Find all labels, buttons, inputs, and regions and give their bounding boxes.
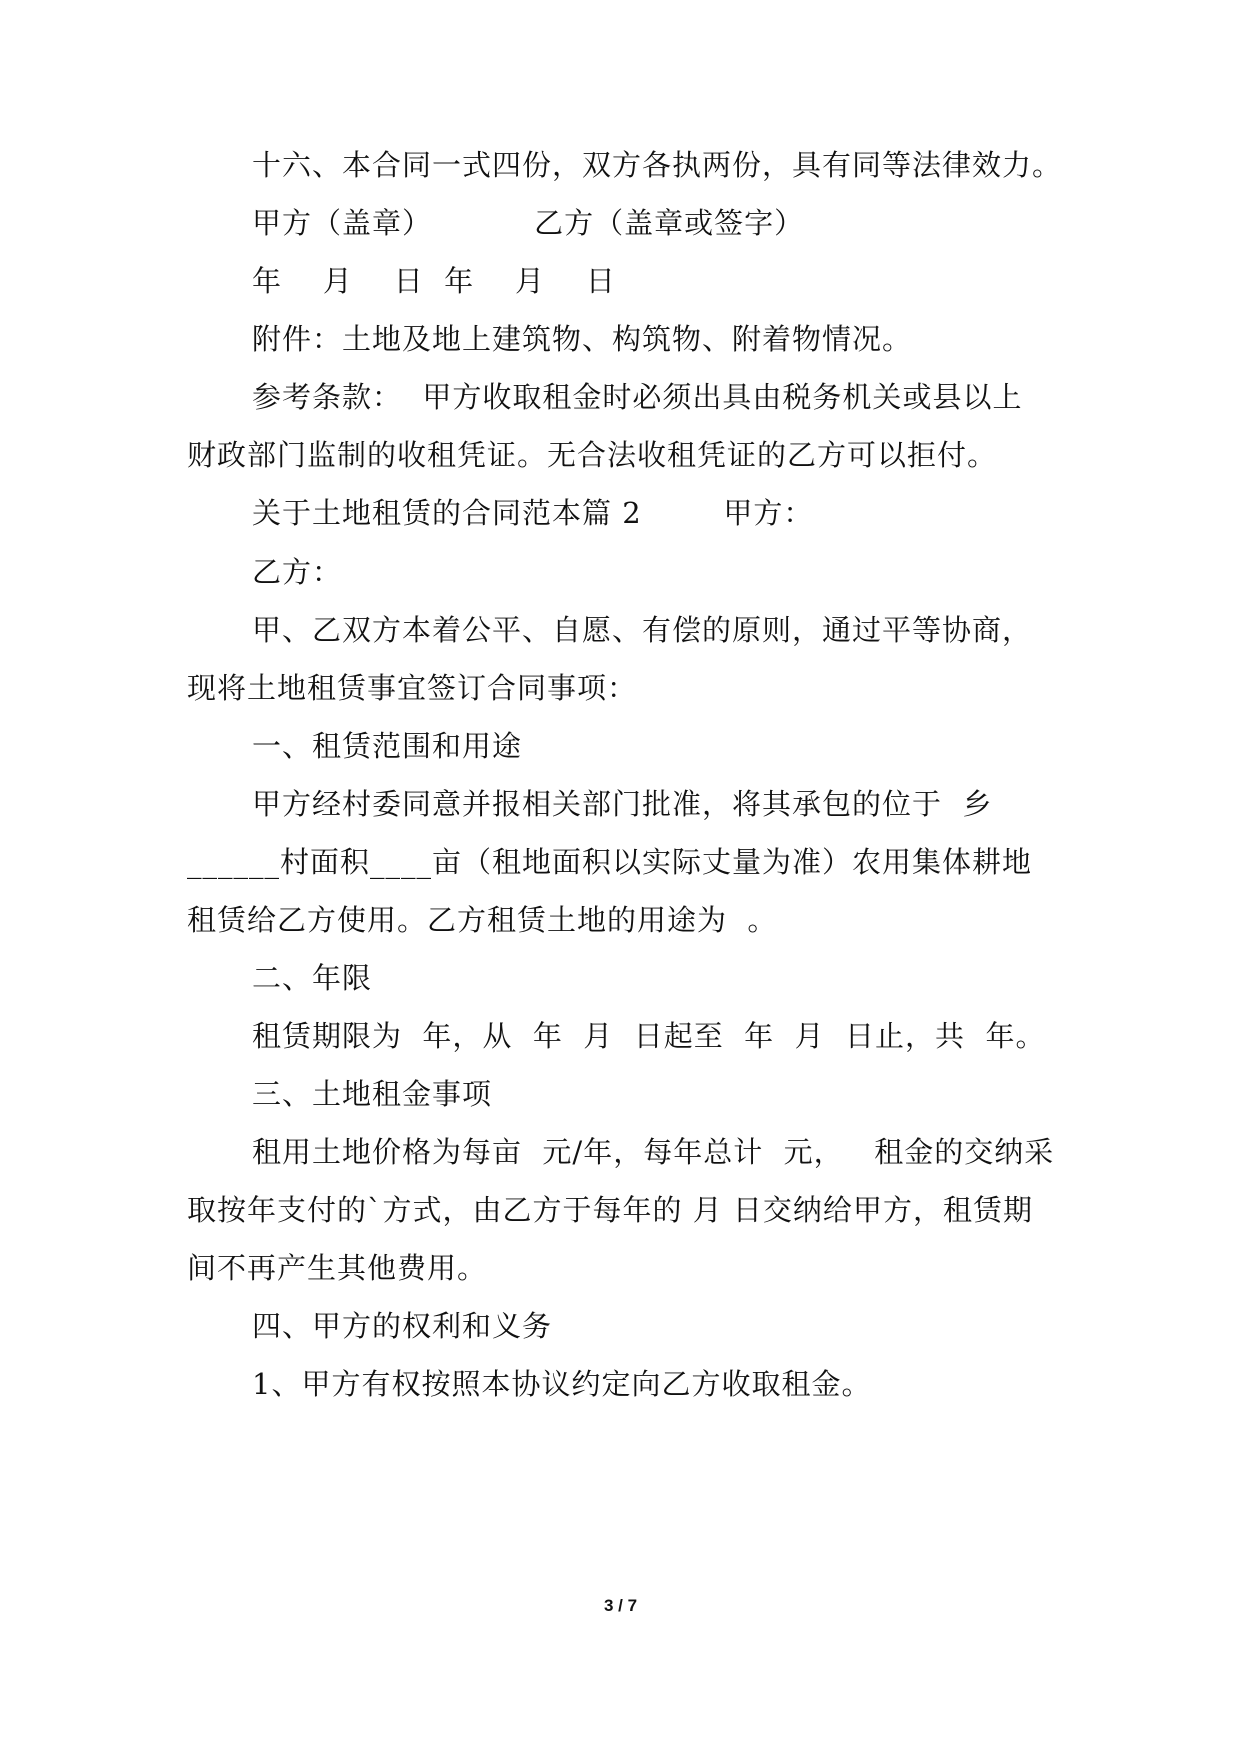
signature-parties-line: 甲方（盖章） 乙方（盖章或签字）	[252, 206, 805, 240]
section-2-text: 租赁期限为 年，从 年 月 日起至 年 月 日止，共 年。	[252, 1019, 1046, 1053]
preamble-line-1: 甲、乙双方本着公平、自愿、有偿的原则，通过平等协商，	[252, 613, 1033, 647]
section-3-line-3: 间不再产生其他费用。	[187, 1251, 488, 1285]
page-number: 3 / 7	[603, 1596, 638, 1615]
section-2-heading: 二、年限	[252, 961, 373, 995]
section-1-line-2: ______村面积____亩（租地面积以实际丈量为准）农用集体耕地	[187, 845, 1033, 879]
section-1-line-3: 租赁给乙方使用。乙方租赁土地的用途为 。	[187, 903, 778, 937]
section-3-line-2: 取按年支付的`方式，由乙方于每年的 月 日交纳给甲方，租赁期	[187, 1193, 1033, 1227]
section-3-heading: 三、土地租金事项	[252, 1077, 493, 1111]
section-1-heading: 一、租赁范围和用途	[252, 729, 523, 763]
section-4-heading: 四、甲方的权利和义务	[252, 1309, 553, 1343]
preamble-line-2: 现将土地租赁事宜签订合同事项：	[187, 671, 638, 705]
section-4-item-1: 1、甲方有权按照本协议约定向乙方收取租金。	[252, 1367, 872, 1401]
clause-16-text: 十六、本合同一式四份，双方各执两份，具有同等法律效力。	[252, 148, 1063, 182]
section-1-line-1: 甲方经村委同意并报相关部门批准，将其承包的位于 乡	[252, 787, 993, 821]
reference-clause-line-1: 参考条款： 甲方收取租金时必须出具由税务机关或县以上	[252, 380, 1023, 414]
party-b-label: 乙方：	[252, 555, 343, 589]
section-3-line-1: 租用土地价格为每亩 元/年，每年总计 元， 租金的交纳采	[252, 1135, 1055, 1169]
signature-date-line: 年 月 日 年 月 日	[252, 264, 616, 298]
attachment-line: 附件：土地及地上建筑物、构筑物、附着物情况。	[252, 322, 913, 356]
contract-2-title: 关于土地租赁的合同范本篇 2 甲方：	[252, 496, 814, 530]
reference-clause-line-2: 财政部门监制的收租凭证。无合法收租凭证的乙方可以拒付。	[187, 438, 998, 472]
